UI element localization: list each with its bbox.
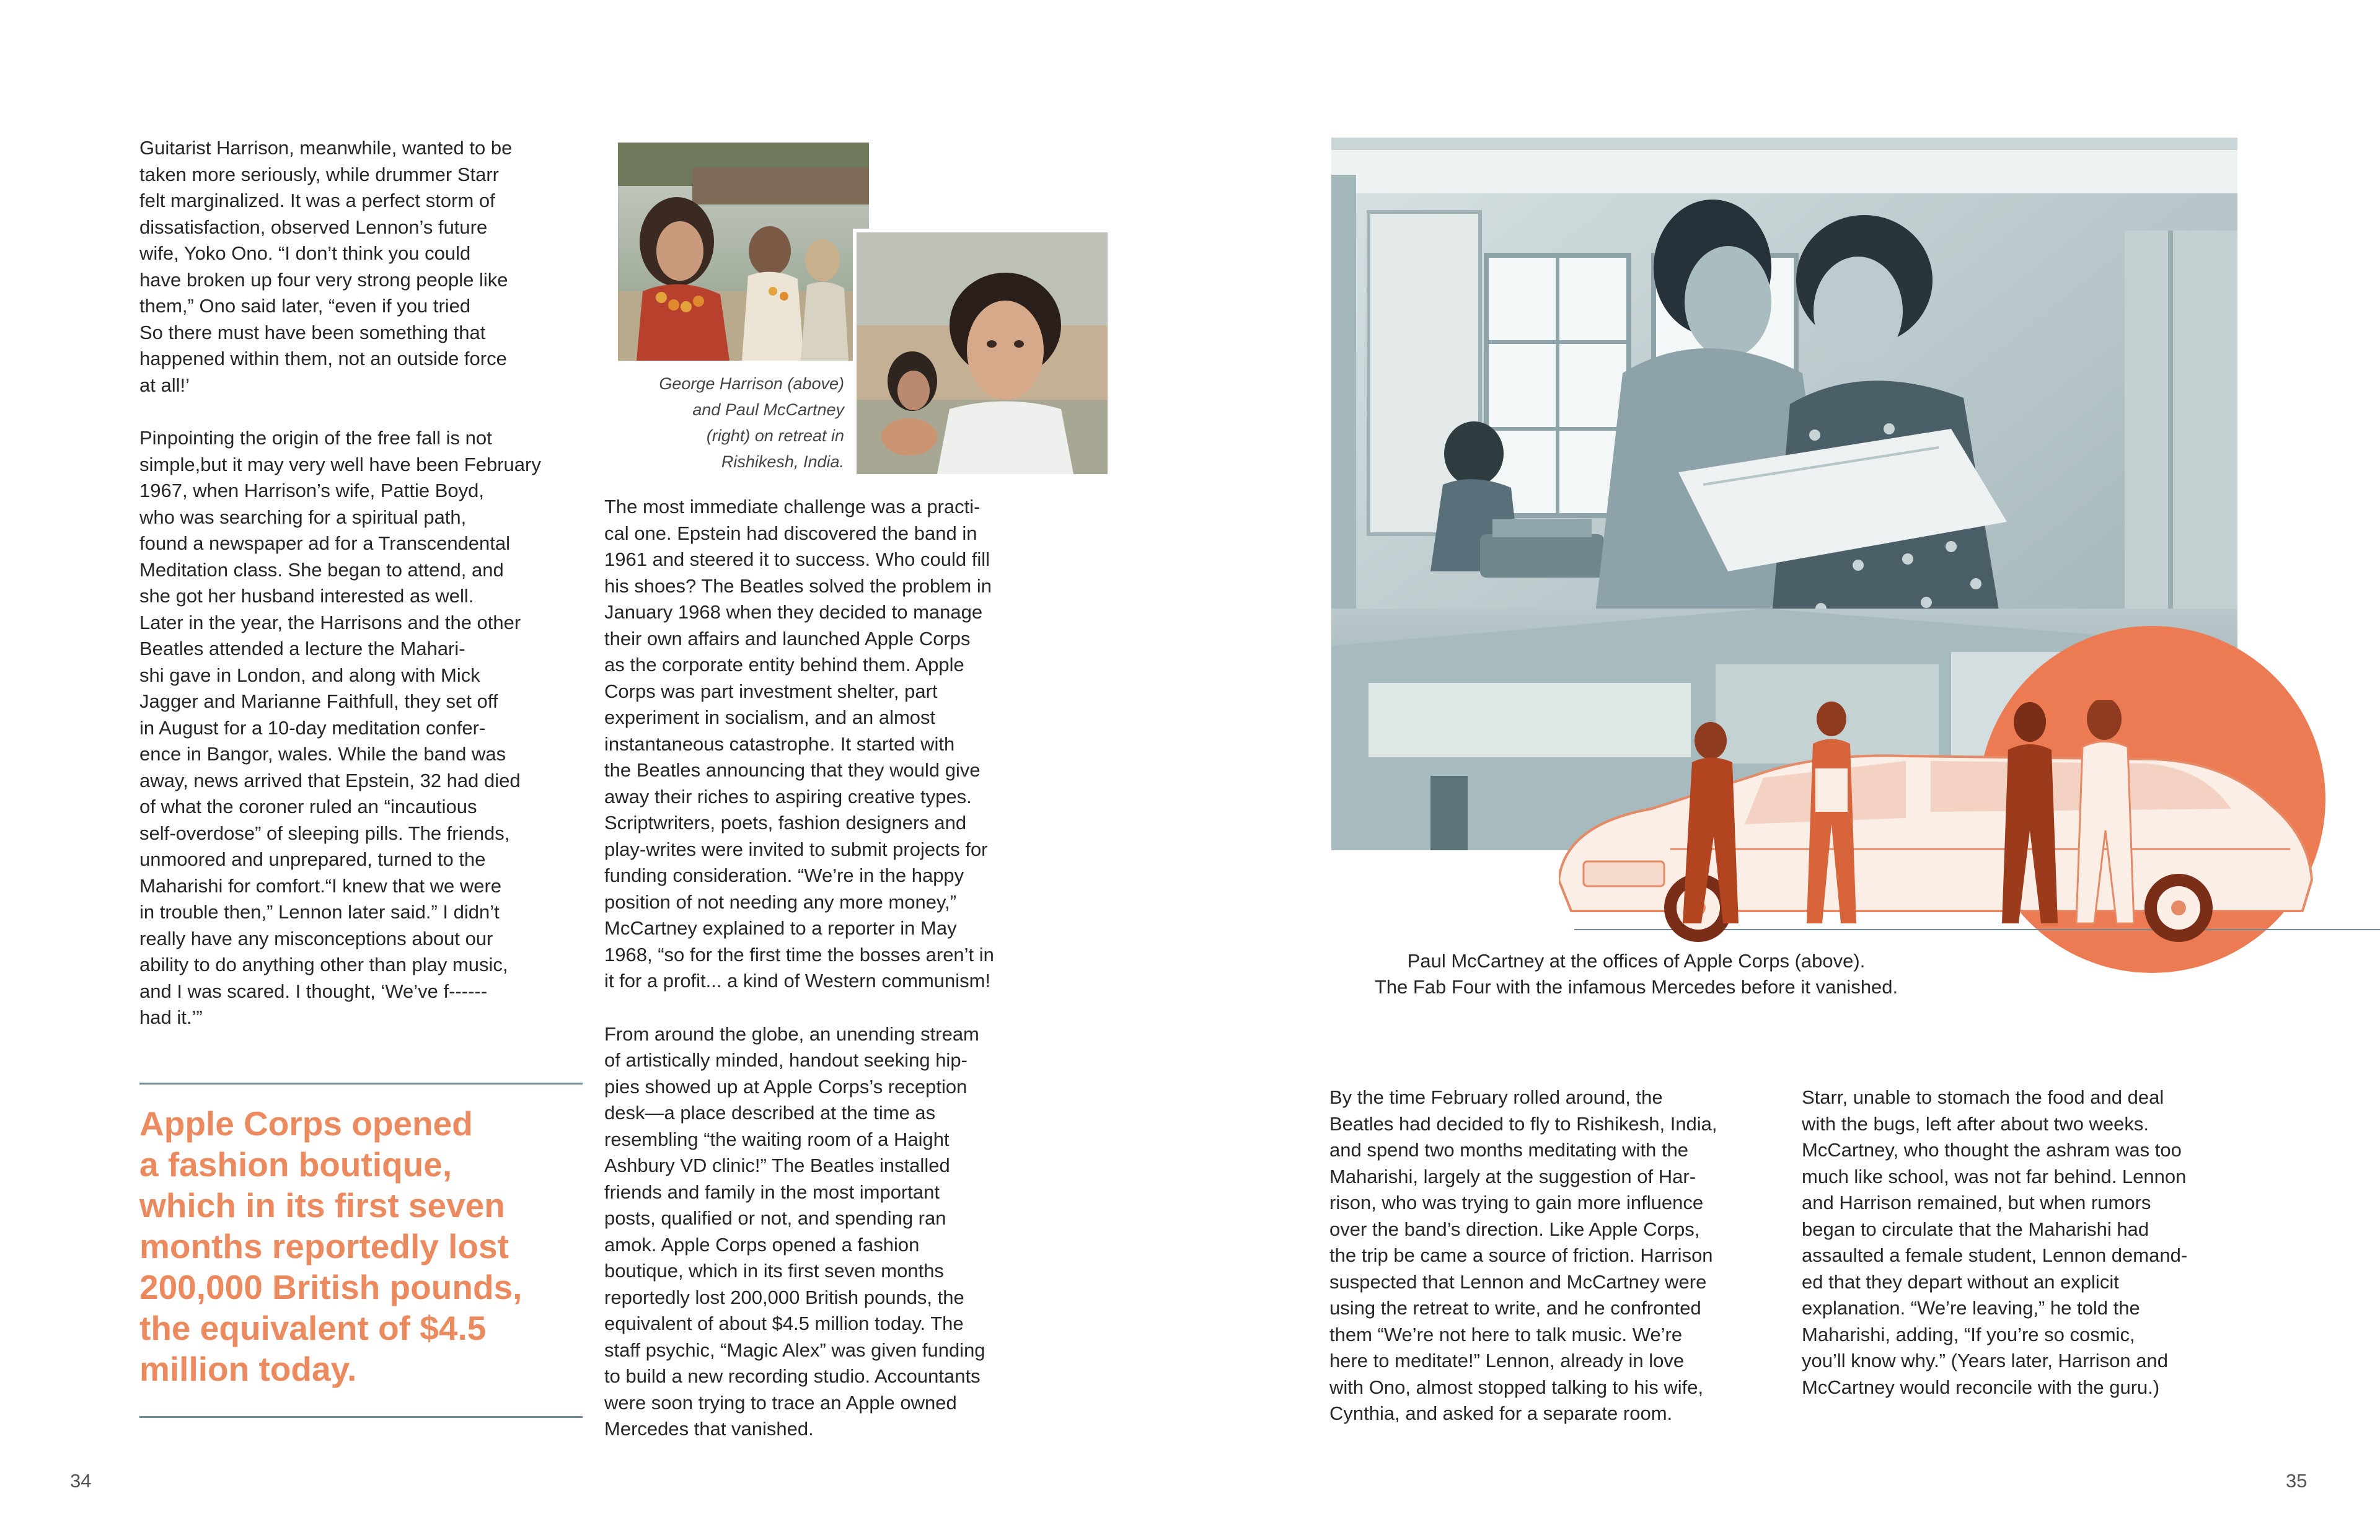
george-harrison-photo	[618, 143, 869, 361]
page-number-right: 35	[2286, 1470, 2307, 1492]
page-number-left: 34	[70, 1470, 92, 1492]
left-col1-paragraph-1: Guitarist Harrison, meanwhile, wanted to be taken more seriously, while drummer Starr felt marginalized. It was a perfect storm of dissatisfaction, observed Lennon’s future wife, Yoko Ono. “I don’t think you could have broken up four very strong people like them,” Ono said later, “even if you tried So there must have been something that happened within them, not an outside force at all!’	[139, 137, 513, 396]
right-col2-paragraph: Starr, unable to stomach the food and deal with the bugs, left after about two weeks. McCartney, who thought the ashram was too much like school, was not far behind. Lennon and Harrison remained, but when rumors began to circulate that the Maharishi had assaulted a female student, Lennon demand- ed that they depart without an explicit explanation. “We’re leaving,” he told the Maharishi, adding, “If you’re so cosmic, you’ll know why.” (Years later, Harrison and McCartney would reconcile with the guru.)	[1802, 1086, 2188, 1398]
right-column-2	[1802, 1085, 2260, 1401]
pull-quote-top-rule	[139, 1083, 583, 1085]
left-col2-paragraph-2: From around the globe, an unending stream of artistically minded, handout seeking hip- pies showed up at Apple Corps’s reception desk—a place described at the time as resembling “the waiting room of a Haight Ashbury VD clinic!” The Beatles installed friends and family in the most important posts, qualified or not, and spending ran amok. Apple Corps opened a fashion boutique, which in its first seven months reportedly lost 200,000 British pounds, the equivalent of about $4.5 million today. The staff psychic, “Magic Alex” was given funding to build a new recording studio. Accountants were soon trying to trace an Apple owned Mercedes that vanished.	[604, 1023, 985, 1440]
left-col1-paragraph-2: Pinpointing the origin of the free fall is not simple,but it may very well have been February 1967, when Harrison’s wife, Pattie Boyd, who was searching for a spiritual path, found a newspaper ad for a Transcendental Meditation class. She began to attend, and she got her husband interested as well. Later in the year, the Harrisons and the other Beatles attended a lecture the Mahari- shi gave in London, and along with Mick Jagger and Marianne Faithfull, they set off in August for a 10-day meditation confer- ence in Bangor, wales. While the band was away, news arrived that Epstein, 32 had died of what the coroner ruled an “incautious self-overdose” of sleeping pills. The friends, unmoored and unprepared, turned to the Maharishi for comfort.“I knew that we were in trouble then,” Lennon later said.” I didn’t really have any misconceptions about our ability to do anything other than play music, and I was scared. I thought, ‘We’ve f------ had it.’”	[139, 427, 541, 1028]
rishikesh-photo-caption: George Harrison (above) and Paul McCartney (right) on retreat in Rishikesh, India.	[659, 374, 844, 471]
left-column-2	[604, 494, 1051, 1443]
pull-quote-bottom-rule	[139, 1416, 583, 1418]
pull-quote: Apple Corps opened a fashion boutique, which in its first seven months reportedly lost 200,000 British pounds, the equivalent of $4.5 million today.	[139, 1104, 522, 1388]
right-col1-paragraph: By the time February rolled around, the Beatles had decided to fly to Rishikesh, India, and spend two months meditating with the Maharishi, largely at the suggestion of Har- rison, who was trying to gain more influence over the band’s direction. Like Apple Corps, the trip be came a source of friction. Harrison suspected that Lennon and McCartney were using the retreat to write, and he confronted them “We’re not here to talk music. We’re here to meditate!” Lennon, already in love with Ono, almost stopped talking to his wife, Cynthia, and asked for a separate room.	[1329, 1086, 1717, 1424]
right-column-1	[1329, 1085, 1788, 1427]
office-and-mercedes-caption: Paul McCartney at the offices of Apple Corps (above). The Fab Four with the infamous Mercedes before it vanished.	[1374, 950, 1898, 998]
left-col2-paragraph-1: The most immediate challenge was a practi- cal one. Epstein had discovered the band in 1961 and steered it to success. Who could fill his shoes? The Beatles solved the problem in January 1968 when they decided to manage their own affairs and launched Apple Corps as the corporate entity behind them. Apple Corps was part investment shelter, part experiment in socialism, and an almost instantaneous catastrophe. It started with the Beatles announcing that they would give away their riches to aspiring creative types. Scriptwriters, poets, fashion designers and play-writes were invited to submit projects for funding consideration. “We’re in the happy position of not needing any more money,” McCartney explained to a reporter in May 1968, “so for the first time the bosses aren’t in it for a profit... a kind of Western communism!	[604, 496, 994, 992]
left-column-1	[139, 135, 586, 1031]
band-with-mercedes-photo	[1559, 700, 2318, 942]
paul-mccartney-retreat-photo	[853, 229, 1111, 478]
